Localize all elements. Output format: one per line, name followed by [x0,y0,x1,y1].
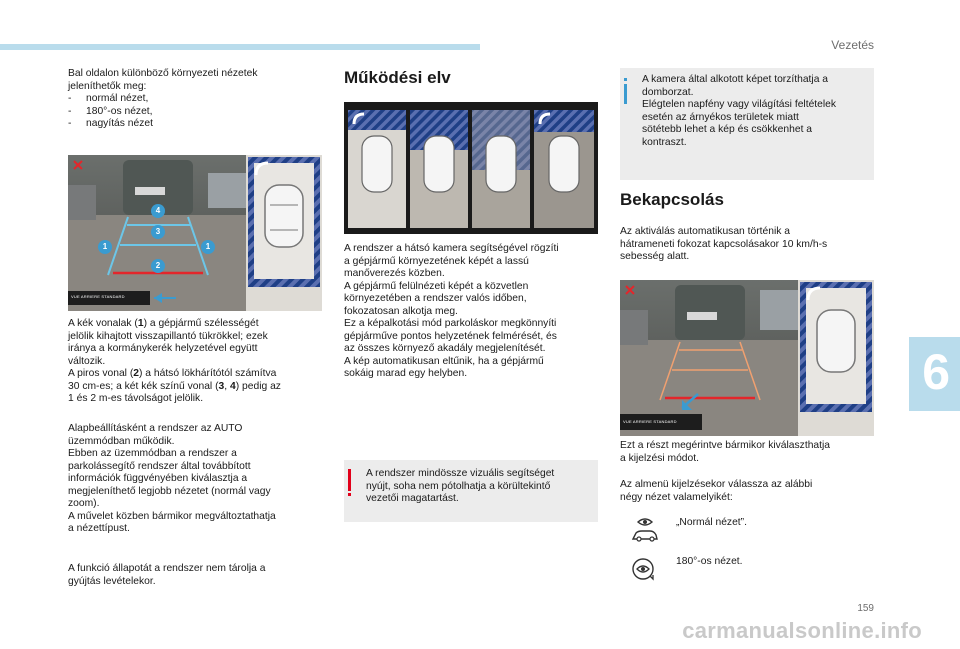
view-list [68,93,326,131]
page-number: 159 [857,603,874,614]
marker-2: 2 [151,259,165,273]
auto-mode-paragraph: Alapbeállításként a rendszer az AUTO üzemmódban működik. Ebben az üzemmódban a rendszer a parkolássegítő rendszer által továbbított információk függvényében kiválasztja a megjeleníthető legjobb nézetet (normál vagy zoom). A művelet közben bármikor megváltoztathatja a nézettípust. [68,423,276,534]
list-item: - nagyítás nézet [68,118,153,129]
top-view-sequence-photo [344,102,598,234]
view-label[interactable]: VUE ARRIERE STANDARD [623,419,677,424]
watermark: carmanualsonline.info [682,618,922,643]
list-item: - 180°-os nézet, [68,105,153,117]
warning-box [344,460,598,522]
intro-line: jeleníthetők meg: [68,80,147,92]
intro-line: Bal oldalon különböző környezeti nézetek [68,68,258,79]
memory-paragraph: A funkció állapotát a rendszer nem tárolja a gyújtás levételekor. [68,563,266,587]
marker-3: 3 [151,225,165,239]
camera-screen-illustration-2 [620,280,874,436]
marker-1-right: 1 [201,240,215,254]
option-normal-view: „Normál nézet”. [676,517,747,528]
info-box [620,68,874,180]
view-label: VUE ARRIERE STANDARD [71,294,125,299]
info-text: A kamera által alkotott képet torzíthatja a domborzat. Elégtelen napfény vagy világítási feltételek esetén az árnyékos területek miatt sötétebb lehet a kép és csökkenhet a kontraszt. [642,74,837,148]
option-180-view: 180°-os nézet. [676,556,743,567]
activation-paragraph: Az aktiválás automatikusan történik a hátrameneti fokozat kapcsolásakor 10 km/h-s sebesség alatt. [620,226,828,262]
list-item: - normál nézet, [68,93,149,104]
marker-1-left: 1 [98,240,112,254]
info-icon [624,84,627,104]
eye-car-icon [630,514,660,549]
section-title-principle: Működési elv [344,68,451,87]
chapter-title: Vezetés [831,38,874,52]
guide-lines-paragraph: A kék vonalak (1) a gépjármű szélességét jelölik kihajtott visszapillantó tükrökkel; ezek iránya a kormánykerék helyzetével együtt változik. A piros vonal (2) a hátsó lökhárítótól számítva 30 cm-es; a két kék színű vonal (3, 4) pedig az 1 és 2 m-es távolságot jelölik. [68,318,281,404]
camera-screen-photo [68,155,322,311]
warning-icon [348,469,351,491]
warning-text: A rendszer mindössze vizuális segítséget nyújt, soha nem pótolhatja a körültekintő vezetői magatartást. [366,468,555,504]
camera-screen-illustration [68,155,322,311]
principle-paragraph: A rendszer a hátsó kamera segítségével rögzíti a gépjármű környezetének képét a lassú manőverezés közben. A gépjármű felülnézeti képét a közvetlen környezetében a rendszer valós időben, fokozatosan alkotja meg. Ez a képalkotási mód parkoláskor megkönnyíti gépjárműve pontos helyzetének felmérését, és az összes környező akadály megjelenítését. A kép automatikusan eltűnik, ha a gépjármű sokáig marad egy helyben. [344,243,559,379]
submenu-paragraph: Az almenü kijelzésekor válassza az alábbi négy nézet valamelyikét: [620,479,813,503]
section-title-activation: Bekapcsolás [620,190,724,209]
camera-screen-photo-2 [620,280,874,436]
rotate-eye-icon [630,556,656,587]
top-view-illustration [344,102,598,234]
select-mode-paragraph: Ezt a részt megérintve bármikor kiválaszthatja a kijelzési módot. [620,440,831,464]
intro-block [68,68,326,131]
marker-4: 4 [151,204,165,218]
chapter-number: 6 [922,344,950,400]
header-accent-bar [0,44,480,50]
